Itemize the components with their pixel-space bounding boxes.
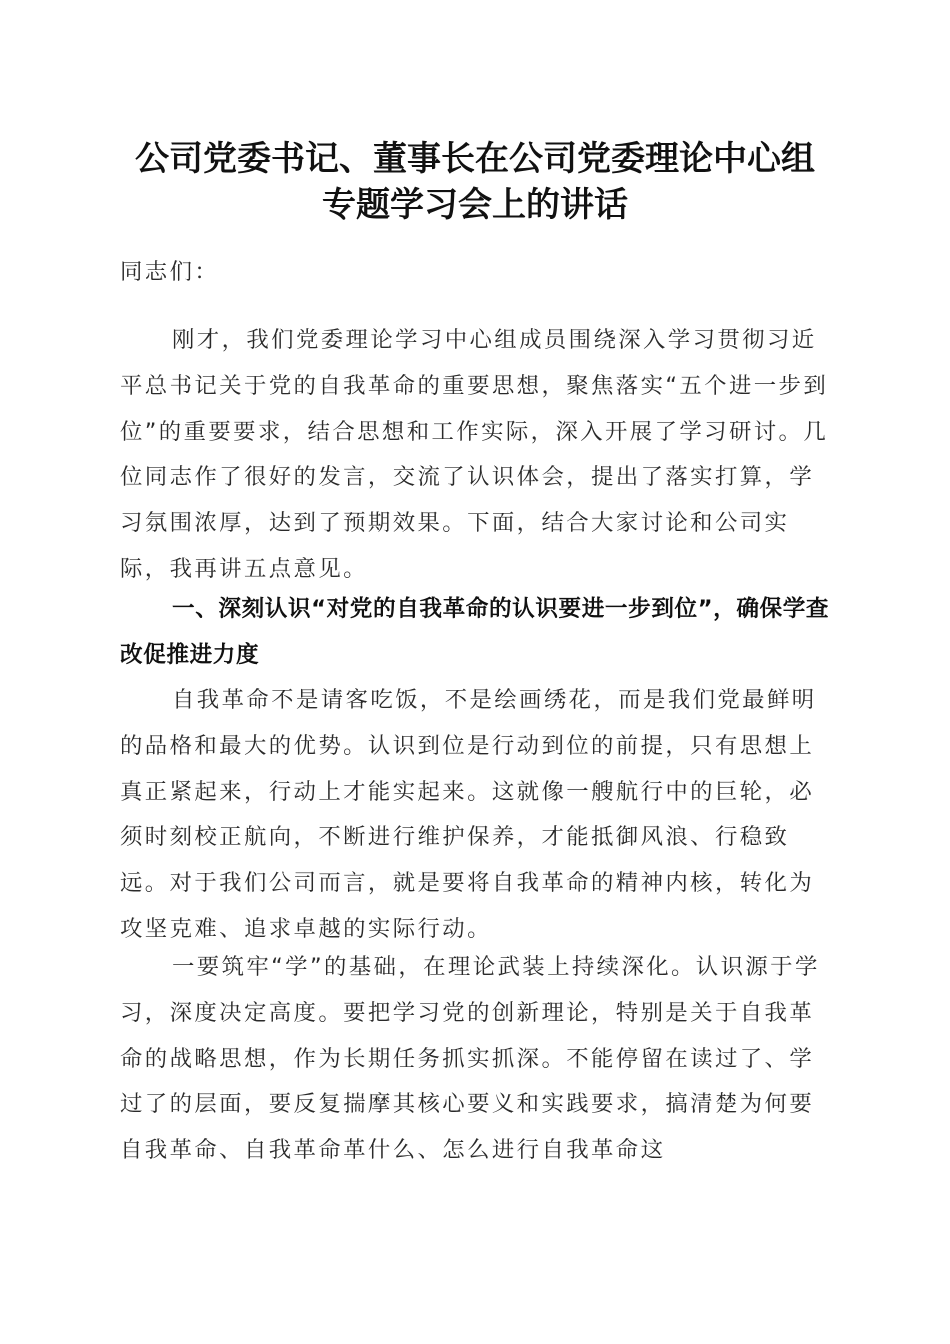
greeting: 同志们：	[120, 259, 220, 285]
document-title	[100, 136, 850, 228]
paragraph-intro: 刚才，我们党委理论学习中心组成员围绕深入学习贯彻习近平总书记关于党的自我革命的重要思想，聚焦落实“五个进一步到位”的重要要求，结合思想和工作实际，深入开展了学习研讨。几位同志作了很好的发言，交流了认识体会，提出了落实打算，学习氛围浓厚，达到了预期效果。下面，结合大家讨论和公司实际，我再讲五点意见。	[120, 327, 829, 582]
section-heading-1: 一、深刻认识“对党的自我革命的认识要进一步到位”，确保学查改促推进力度	[120, 596, 830, 668]
paragraph-section-1: 自我革命不是请客吃饭，不是绘画绣花，而是我们党最鲜明的品格和最大的优势。认识到位是行动到位的前提，只有思想上真正紧起来，行动上才能实起来。这就像一艘航行中的巨轮，必须时刻校正航向，不断进行维护保养，才能抵御风浪、行稳致远。对于我们公司而言，就是要将自我革命的精神内核，转化为攻坚克难、追求卓越的实际行动。	[120, 687, 817, 942]
paragraph-point-1: 一要筑牢“学”的基础，在理论武装上持续深化。认识源于学习，深度决定高度。要把学习党的创新理论，特别是关于自我革命的战略思想，作为长期任务抓实抓深。不能停留在读过了、学过了的层面，要反复揣摩其核心要义和实践要求，搞清楚为何要自我革命、自我革命革什么、怎么进行自我革命这	[120, 954, 820, 1164]
title-line-2: 专题学习会上的讲话	[322, 185, 628, 225]
title-line-1: 公司党委书记、董事长在公司党委理论中心组	[135, 139, 815, 179]
